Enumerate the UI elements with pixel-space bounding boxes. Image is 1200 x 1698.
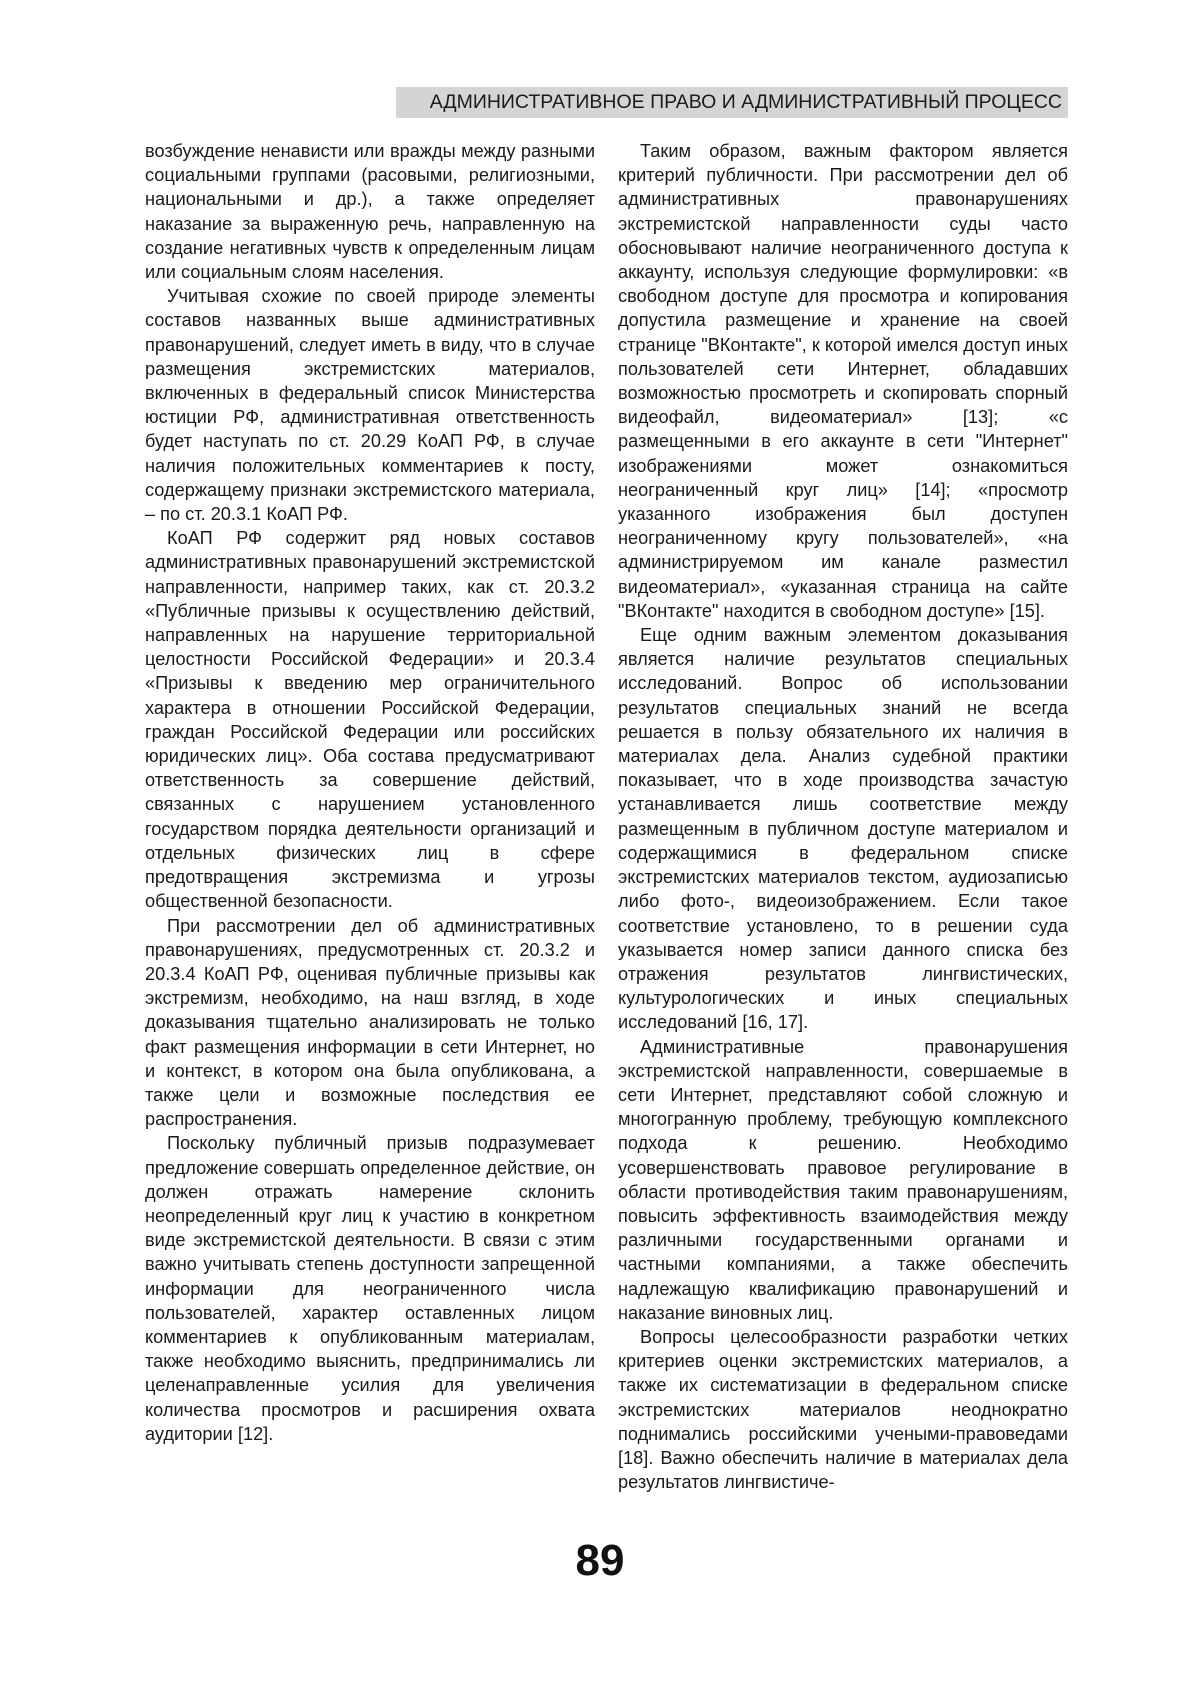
paragraph: При рассмотрении дел об административных правонарушениях, предусмотренных ст. 20.3.2 и 20.3.4 КоАП РФ, оценивая публичные призывы как экстремизм, необходимо, на наш взгляд, в ходе доказывания тщательно анализировать не только факт размещения информации в сети Интернет, но и контекст, в котором она была опубликована, а также цели и возможные последствия ее распространения. xyxy=(145,915,595,1130)
paragraph: Учитывая схожие по своей природе элементы составов названных выше административных правонарушений, следует иметь в виду, что в случае размещения экстремистских материалов, включенных в федеральный список Министерства юстиции РФ, административная ответственность будет наступать по ст. 20.29 КоАП РФ, в случае наличия положительных комментариев к посту, содержащему признаки экстремистского материала, – по ст. 20.3.1 КоАП РФ. xyxy=(145,286,595,525)
paragraph: Административные правонарушения экстремистской направленности, совершаемые в сети Интернет, представляют собой сложную и многогранную проблему, требующую комплексного подхода к решению. Необходимо усовершенствовать правовое регулирование в области противодействия таким правонарушениям, повысить эффективность взаимодействия между различными государственными органами и частными компаниями, а также обеспечить надлежащую квалификацию правонарушений и наказание виновных лиц. xyxy=(618,1036,1068,1323)
paragraph: Вопросы целесообразности разработки четких критериев оценки экстремистских материалов, а также их систематизации в федеральном списке экстремистских материалов неоднократно поднимались российскими учеными-правоведами [18]. Важно обеспечить наличие в материалах дела результатов лингвистиче- xyxy=(618,1326,1068,1493)
paragraph: возбуждение ненависти или вражды между разными социальными группами (расовыми, религиозными, национальными и др.), а также определяет наказание за выраженную речь, направленную на создание негативных чувств к определенным лицам или социальным слоям населения. xyxy=(145,141,595,283)
running-header: АДМИНИСТРАТИВНОЕ ПРАВО И АДМИНИСТРАТИВНЫЙ ПРОЦЕСС xyxy=(396,87,1068,118)
paragraph: Таким образом, важным фактором является критерий публичности. При рассмотрении дел об административных правонарушениях экстремистской направленности суды часто обосновывают наличие неограниченного доступа к аккаунту, используя следующие формулировки: «в свободном доступе для просмотра и копирования допустила размещение и хранение на своей странице "ВКонтакте", к которой имелся доступ иных пользователей сети Интернет, обладавших возможностью просмотреть и скопировать спорный видеофайл, видеоматериал» [13]; «с размещенными в его аккаунте в сети "Интернет" изображениями может ознакомиться неограниченный круг лиц» [14]; «просмотр указанного изображения был доступен неограниченному кругу пользователей», «на администрируемом им канале разместил видеоматериал», «указанная страница на сайте "ВКонтакте" находится в свободном доступе» [15]. xyxy=(618,141,1068,621)
paragraph: Еще одним важным элементом доказывания является наличие результатов специальных исследований. Вопрос об использовании результатов специальных знаний не всегда решается в пользу обязательного их наличия в материалах дела. Анализ судебной практики показывает, что в ходе производства зачастую устанавливается лишь соответствие между размещенным в публичном доступе материалом и содержащимися в федеральном списке экстремистских материалов текстом, аудиозаписью либо фото-, видеоизображением. Если такое соответствие установлено, то в решении суда указывается номер записи данного списка без отражения результатов лингвистических, культурологических и иных специальных исследований [16, 17]. xyxy=(618,625,1068,1033)
paragraph: Поскольку публичный призыв подразумевает предложение совершать определенное действие, он должен отражать намерение склонить неопределенный круг лиц к участию в конкретном виде экстремистской деятельности. В связи с этим важно учитывать степень доступности запрещенной информации для неограниченного числа пользователей, характер оставленных лицом комментариев к опубликованным материалам, также необходимо выяснить, предпринимались ли целенаправленные усилия для увеличения количества просмотров и расширения охвата аудитории [12]. xyxy=(145,1133,595,1444)
page-number: 89 xyxy=(575,1536,625,1585)
left-column xyxy=(145,139,595,1446)
right-column xyxy=(618,139,1068,1494)
paragraph: КоАП РФ содержит ряд новых составов административных правонарушений экстремистской направленности, например таких, как ст. 20.3.2 «Публичные призывы к осуществлению действий, направленных на нарушение территориальной целостности Российской Федерации» и 20.3.4 «Призывы к введению мер ограничительного характера в отношении Российской Федерации, граждан Российской Федерации или российских юридических лиц». Оба состава предусматривают ответственность за совершение действий, связанных с нарушением установленного государством порядка деятельности организаций и отдельных физических лиц в сфере предотвращения экстремизма и угрозы общественной безопасности. xyxy=(145,528,595,912)
